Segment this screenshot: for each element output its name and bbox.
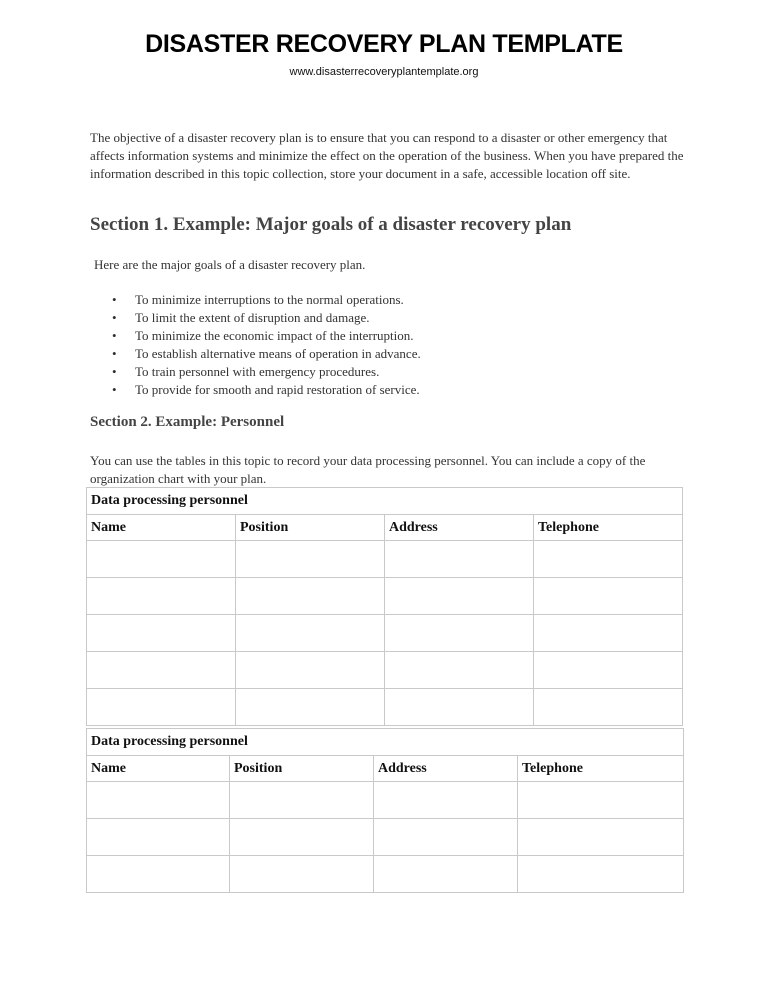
empty-cell[interactable] — [230, 782, 374, 819]
goal-text: To minimize interruptions to the normal operations. — [135, 292, 404, 307]
empty-cell[interactable] — [385, 652, 534, 689]
website-url: www.disasterrecoveryplantemplate.org — [289, 66, 479, 78]
list-item — [90, 345, 421, 363]
empty-cell[interactable] — [230, 819, 374, 856]
column-header-position: Position — [236, 515, 385, 541]
column-header-telephone: Telephone — [534, 515, 683, 541]
intro-paragraph: The objective of a disaster recovery plan is to ensure that you can respond to a disaster or other emergency that affects information systems and minimize the effect on the operation of the business. When you have prepared the information described in this topic collection, store your document in a safe, accessible location off site. — [90, 130, 684, 181]
column-header-address: Address — [374, 756, 518, 782]
empty-cell[interactable] — [230, 856, 374, 893]
bullet-icon: • — [112, 310, 117, 325]
empty-cell[interactable] — [87, 652, 236, 689]
empty-cell[interactable] — [385, 615, 534, 652]
empty-cell[interactable] — [518, 819, 684, 856]
section-1-heading: Section 1. Example: Major goals of a disaster recovery plan — [90, 214, 572, 235]
table-row — [87, 819, 684, 856]
bullet-icon: • — [112, 292, 117, 307]
empty-cell[interactable] — [374, 856, 518, 893]
empty-cell[interactable] — [236, 578, 385, 615]
bullet-icon: • — [112, 328, 117, 343]
empty-cell[interactable] — [87, 782, 230, 819]
empty-cell[interactable] — [236, 541, 385, 578]
empty-cell[interactable] — [385, 578, 534, 615]
column-header-address: Address — [385, 515, 534, 541]
empty-cell[interactable] — [534, 689, 683, 726]
list-item — [90, 363, 421, 381]
goals-list — [90, 291, 421, 399]
table-row — [87, 578, 683, 615]
list-item — [90, 309, 421, 327]
personnel-table-2 — [86, 728, 684, 893]
empty-cell[interactable] — [385, 541, 534, 578]
table-row — [87, 541, 683, 578]
empty-cell[interactable] — [87, 541, 236, 578]
column-header-position: Position — [230, 756, 374, 782]
empty-cell[interactable] — [374, 819, 518, 856]
column-header-name: Name — [87, 756, 230, 782]
goal-text: To establish alternative means of operation in advance. — [135, 346, 421, 361]
empty-cell[interactable] — [236, 615, 385, 652]
bullet-icon: • — [112, 382, 117, 397]
list-item — [90, 327, 421, 345]
table-row — [87, 856, 684, 893]
empty-cell[interactable] — [87, 689, 236, 726]
table-row — [87, 689, 683, 726]
goal-text: To provide for smooth and rapid restoration of service. — [135, 382, 420, 397]
empty-cell[interactable] — [236, 652, 385, 689]
empty-cell[interactable] — [87, 819, 230, 856]
empty-cell[interactable] — [534, 652, 683, 689]
empty-cell[interactable] — [534, 615, 683, 652]
column-header-name: Name — [87, 515, 236, 541]
empty-cell[interactable] — [87, 615, 236, 652]
empty-cell[interactable] — [87, 578, 236, 615]
table-row — [87, 652, 683, 689]
goal-text: To limit the extent of disruption and damage. — [135, 310, 370, 325]
column-header-telephone: Telephone — [518, 756, 684, 782]
table-row — [87, 615, 683, 652]
table-caption: Data processing personnel — [87, 729, 684, 756]
section-2-paragraph: You can use the tables in this topic to record your data processing personnel. You can include a copy of the organization chart with your plan. — [90, 453, 646, 486]
empty-cell[interactable] — [87, 856, 230, 893]
goal-text: To train personnel with emergency procedures. — [135, 364, 380, 379]
empty-cell[interactable] — [518, 782, 684, 819]
table-caption: Data processing personnel — [87, 488, 683, 515]
empty-cell[interactable] — [534, 541, 683, 578]
empty-cell[interactable] — [385, 689, 534, 726]
goal-text: To minimize the economic impact of the interruption. — [135, 328, 414, 343]
bullet-icon: • — [112, 346, 117, 361]
document-title: DISASTER RECOVERY PLAN TEMPLATE — [145, 30, 623, 58]
personnel-table-1 — [86, 487, 683, 726]
list-item — [90, 381, 421, 399]
list-item — [90, 291, 421, 309]
section-2-heading: Section 2. Example: Personnel — [90, 414, 285, 430]
table-row — [87, 782, 684, 819]
empty-cell[interactable] — [518, 856, 684, 893]
empty-cell[interactable] — [534, 578, 683, 615]
bullet-icon: • — [112, 364, 117, 379]
section-1-lead: Here are the major goals of a disaster recovery plan. — [94, 257, 366, 272]
empty-cell[interactable] — [374, 782, 518, 819]
empty-cell[interactable] — [236, 689, 385, 726]
